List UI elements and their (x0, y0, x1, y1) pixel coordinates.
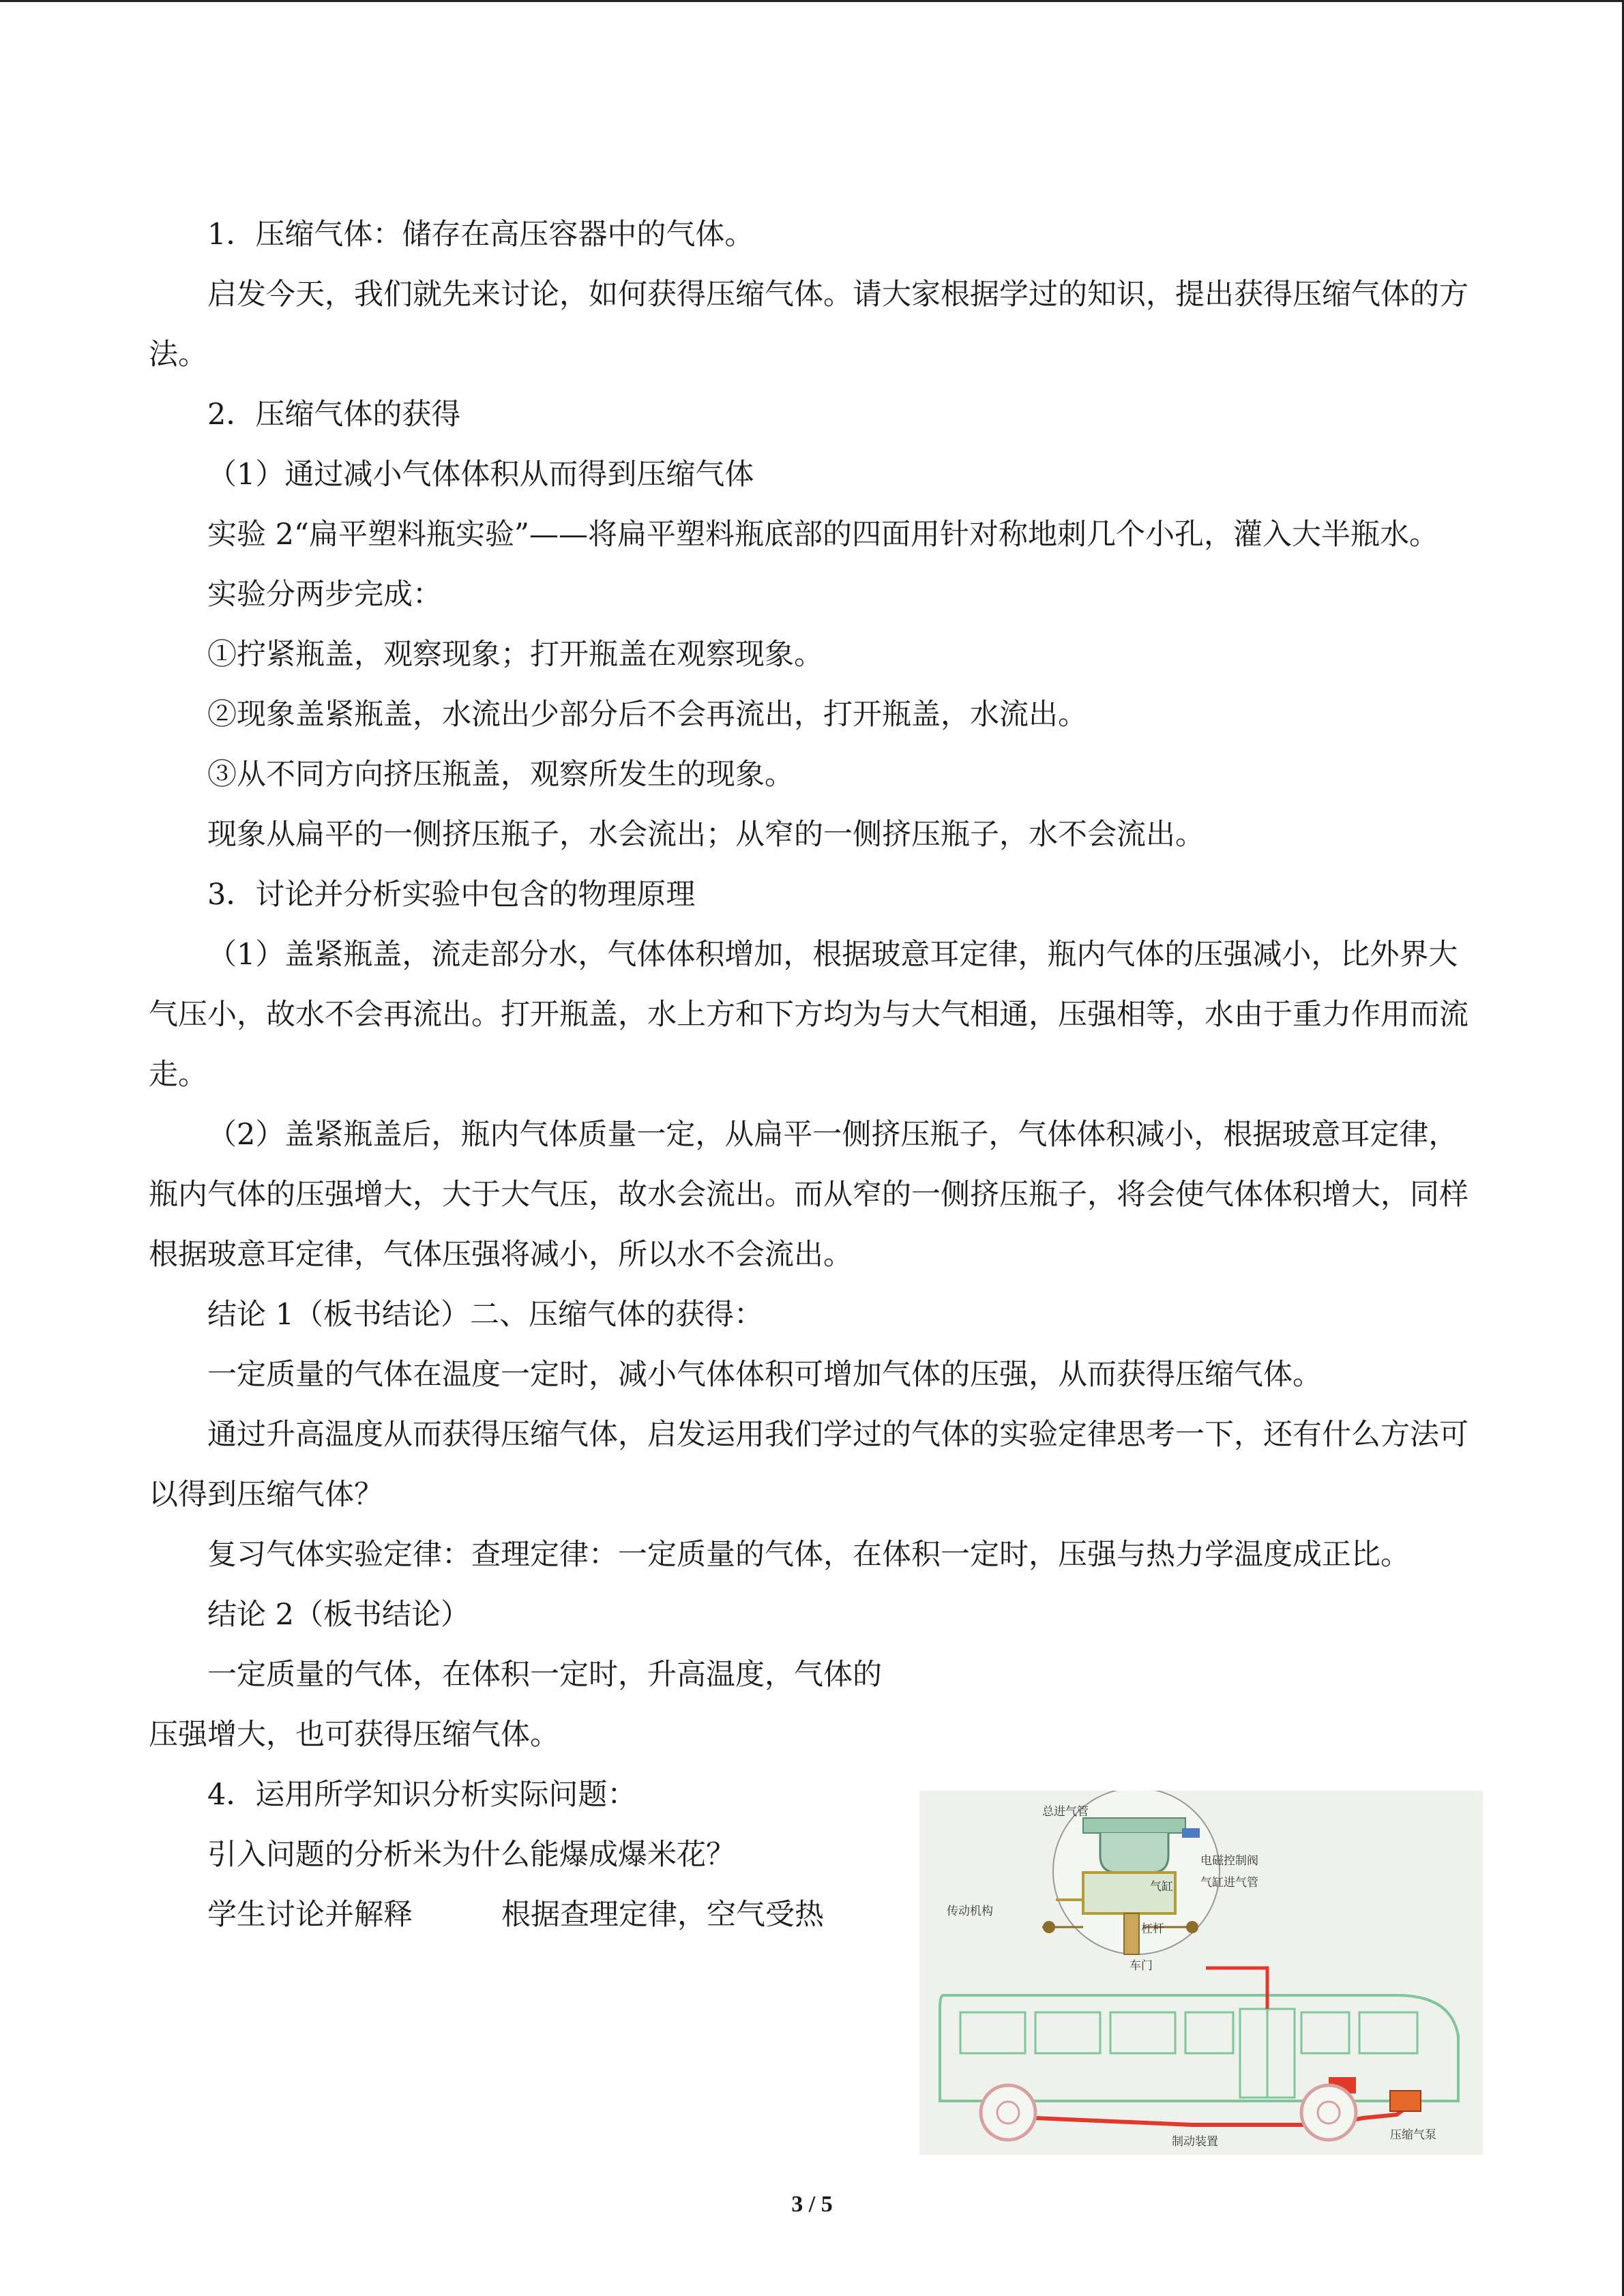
main-inlet-pipe (1083, 1818, 1185, 1833)
label-cylinder-inlet: 气缸进气管 (1200, 1876, 1258, 1890)
paragraph: 结论 1（板书结论）二、压缩气体的获得： (207, 1298, 764, 1332)
label-main-inlet: 总进气管 (1042, 1805, 1089, 1819)
label-door: 车门 (1130, 1959, 1153, 1973)
paragraph: 2．压缩气体的获得 (207, 398, 461, 432)
valve-body (1100, 1833, 1168, 1873)
paragraph: 3．讨论并分析实验中包含的物理原理 (207, 878, 696, 912)
label-cylinder: 气缸 (1150, 1880, 1173, 1894)
label-brake: 制动装置 (1172, 2135, 1218, 2149)
paragraph: 实验 2“扁平塑料瓶实验”——将扁平塑料瓶底部的四面用针对称地刺几个小孔，灌入大半瓶水。 (207, 518, 1438, 552)
label-solenoid-valve: 电磁控制阀 (1200, 1854, 1258, 1868)
paragraph: 通过升高温度从而获得压缩气体，启发运用我们学过的气体的实验定律思考一下，还有什么方法可以得到压缩气体？ (149, 1418, 1468, 1512)
label-lever: 杠杆 (1141, 1922, 1164, 1936)
label-transmission: 传动机构 (947, 1905, 993, 1918)
wheel-rear (1301, 2085, 1356, 2140)
compressor-body (1390, 2091, 1421, 2111)
last-line-right: 根据查理定律，空气受热 (501, 1898, 824, 1932)
paragraph: 实验分两步完成： (207, 578, 442, 612)
paragraph: 复习气体实验定律：查理定律：一定质量的气体，在体积一定时，压强与热力学温度成正比。 (207, 1538, 1410, 1572)
paragraph: 现象从扁平的一侧挤压瓶子，水会流出；从窄的一侧挤压瓶子，水不会流出。 (207, 818, 1205, 852)
paragraph: 一定质量的气体，在体积一定时，升高温度，气体的压强增大，也可获得压缩气体。 (149, 1658, 882, 1752)
paragraph: （1）通过减小气体体积从而得到压缩气体 (207, 458, 754, 492)
solenoid (1182, 1828, 1200, 1838)
paragraph: ①拧紧瓶盖，观察现象；打开瓶盖在观察现象。 (207, 638, 823, 672)
bus-door-diagram-svg (919, 1791, 1483, 2155)
paragraph: 1．压缩气体：储存在高压容器中的气体。 (207, 218, 754, 252)
paragraph: 启发今天，我们就先来讨论，如何获得压缩气体。请大家根据学过的知识，提出获得压缩气体的方法。 (149, 278, 1468, 372)
bus-door-diagram (919, 1791, 1483, 2155)
page-number: 3 / 5 (791, 2192, 833, 2217)
paragraph: （1）盖紧瓶盖，流走部分水，气体体积增加，根据玻意耳定律，瓶内气体的压强减小，比外界大气压小，故水不会再流出。打开瓶盖，水上方和下方均为与大气相通，压强相等，水由于重力作用而流走。 (149, 938, 1468, 1092)
label-compressor: 压缩气泵 (1390, 2128, 1436, 2142)
paragraph: ②现象盖紧瓶盖，水流出少部分后不会再流出，打开瓶盖，水流出。 (207, 698, 1087, 732)
wheel-front (981, 2085, 1035, 2140)
last-line-left: 学生讨论并解释 (207, 1898, 413, 1932)
paragraph-last-line (149, 1885, 899, 1945)
paragraph: （2）盖紧瓶盖后，瓶内气体质量一定，从扁平一侧挤压瓶子，气体体积减小，根据玻意耳定律，瓶内气体的压强增大，大于大气压，故水会流出。而从窄的一侧挤压瓶子，将会使气体体积增大，同样根据玻意耳定律，气体压强将减小，所以水不会流出。 (149, 1118, 1468, 1272)
pivot (1043, 1921, 1055, 1933)
paragraph: 引入问题的分析米为什么能爆成爆米花？ (207, 1838, 735, 1872)
document-body (149, 205, 1482, 1945)
paragraph: 4．运用所学知识分析实际问题： (207, 1778, 637, 1812)
paragraph: 一定质量的气体在温度一定时，减小气体体积可增加气体的压强，从而获得压缩气体。 (207, 1358, 1322, 1392)
paragraph: ③从不同方向挤压瓶盖，观察所发生的现象。 (207, 758, 794, 792)
lever-bar (1124, 1913, 1139, 1954)
page-border-top (0, 0, 1624, 2)
paragraph: 结论 2（板书结论） (207, 1598, 471, 1632)
